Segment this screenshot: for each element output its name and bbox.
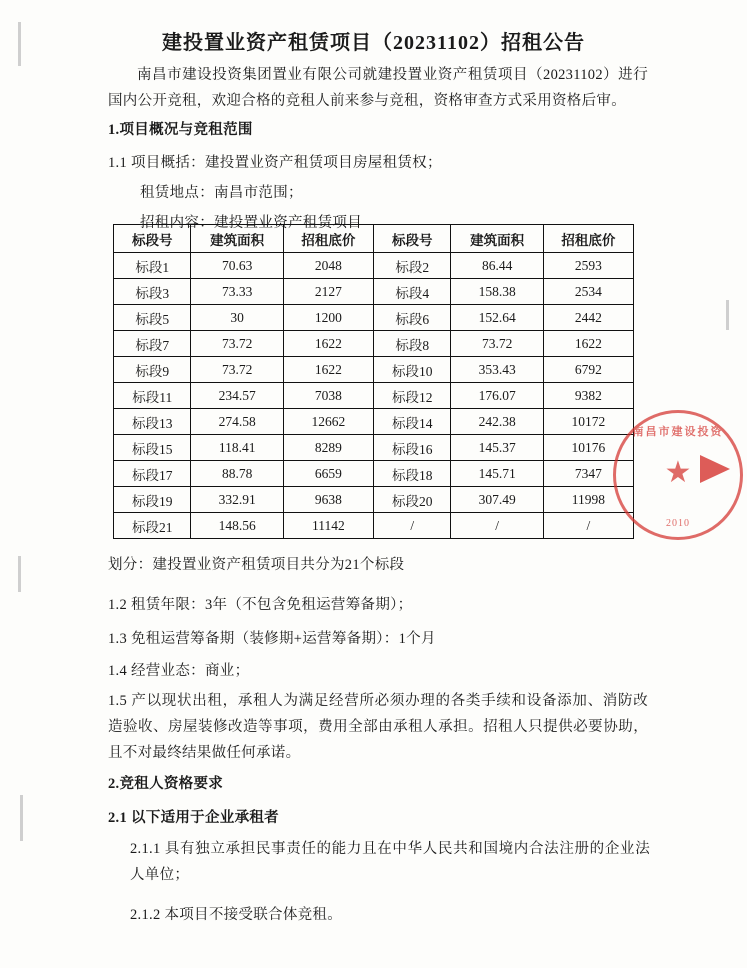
page-title: 建投置业资产租赁项目（20231102）招租公告 [162, 32, 585, 54]
table-cell: 标段3 [114, 279, 191, 305]
item-2-1-1 [130, 836, 650, 888]
table-cell: 2442 [543, 305, 633, 331]
table-cell: / [451, 513, 543, 539]
seal-top-text: 南昌市建设投资 [632, 426, 724, 438]
table-cell: 1200 [283, 305, 373, 331]
intro-text: 南昌市建设投资集团置业有限公司就建投置业资产租赁项目（20231102）进行国内公开竞租，欢迎合格的竞租人前来参与竞租，资格审查方式采用资格后审。 [108, 67, 648, 109]
item-2-1-2-label: 2.1.2 [130, 907, 161, 923]
table-cell: 标段10 [373, 357, 450, 383]
table-cell: 标段5 [114, 305, 191, 331]
table-cell: 11142 [283, 513, 373, 539]
table-cell: 标段13 [114, 409, 191, 435]
table-row [114, 409, 634, 435]
table-cell: 73.72 [191, 357, 283, 383]
item-1-3 [108, 626, 436, 652]
table-cell: 88.78 [191, 461, 283, 487]
table-cell: 标段8 [373, 331, 450, 357]
table-header-cell: 建筑面积 [191, 225, 283, 253]
table-cell: 12662 [283, 409, 373, 435]
item-content-text: 招租内容：建投置业资产租赁项目 [140, 215, 362, 231]
table-cell: 11998 [543, 487, 633, 513]
table-cell: 73.72 [451, 331, 543, 357]
table-cell: 118.41 [191, 435, 283, 461]
item-1-3-text: 免租运营筹备期（装修期+运营筹备期）：1个月 [130, 631, 436, 647]
item-1-5 [108, 688, 648, 766]
table-cell: 标段2 [373, 253, 450, 279]
table-cell: 标段4 [373, 279, 450, 305]
table-header-cell: 建筑面积 [451, 225, 543, 253]
table-cell: 2534 [543, 279, 633, 305]
table-cell: 307.49 [451, 487, 543, 513]
table-cell: 30 [191, 305, 283, 331]
table-cell: 8289 [283, 435, 373, 461]
table-cell: / [543, 513, 633, 539]
table-cell: 9382 [543, 383, 633, 409]
table-cell: 6659 [283, 461, 373, 487]
table-row [114, 253, 634, 279]
scan-edge-mark [20, 795, 23, 841]
table-row [114, 305, 634, 331]
table-cell: 274.58 [191, 409, 283, 435]
table-cell: 标段18 [373, 461, 450, 487]
table-cell: 标段9 [114, 357, 191, 383]
table-cell: 标段17 [114, 461, 191, 487]
table-cell: 176.07 [451, 383, 543, 409]
table-cell: / [373, 513, 450, 539]
item-1-3-label: 1.3 [108, 631, 128, 647]
table-cell: 标段6 [373, 305, 450, 331]
table-cell: 9638 [283, 487, 373, 513]
table-cell: 10176 [543, 435, 633, 461]
table-cell: 标段14 [373, 409, 450, 435]
table-cell: 1622 [283, 357, 373, 383]
table-cell: 152.64 [451, 305, 543, 331]
item-1-4-text: 经营业态：商业； [130, 663, 250, 679]
table-header-cell: 标段号 [373, 225, 450, 253]
item-1-2-text: 租赁年限：3年（不包含免租运营筹备期）； [130, 597, 413, 613]
item-1-1-label: 1.1 [108, 155, 128, 171]
item-2-1-label: 2.1 [108, 810, 128, 826]
item-2-1-2-text: 本项目不接受联合体竞租。 [164, 907, 343, 923]
table-cell: 1622 [543, 331, 633, 357]
table-header-row [114, 225, 634, 253]
table-row [114, 513, 634, 539]
table-cell: 145.71 [451, 461, 543, 487]
section-2-number: 2. [108, 776, 120, 792]
table-row [114, 279, 634, 305]
star-icon: ★ [664, 455, 692, 489]
item-2-1-1-label: 2.1.1 [130, 841, 161, 857]
table-cell: 2048 [283, 253, 373, 279]
table-cell: 73.33 [191, 279, 283, 305]
table-cell: 145.37 [451, 435, 543, 461]
item-1-4-label: 1.4 [108, 663, 128, 679]
table-cell: 148.56 [191, 513, 283, 539]
item-2-1-1-text: 具有独立承担民事责任的能力且在中华人民共和国境内合法注册的企业法人单位； [130, 841, 650, 883]
table-row [114, 383, 634, 409]
item-division [108, 552, 404, 578]
section-1-number: 1. [108, 122, 120, 138]
table-cell: 标段15 [114, 435, 191, 461]
table-cell: 10172 [543, 409, 633, 435]
table-cell: 标段19 [114, 487, 191, 513]
table-cell: 标段20 [373, 487, 450, 513]
table-cell: 2593 [543, 253, 633, 279]
table-cell: 332.91 [191, 487, 283, 513]
table-cell: 6792 [543, 357, 633, 383]
item-1-1-text: 项目概括：建投置业资产租赁项目房屋租赁权； [130, 155, 442, 171]
table-cell: 7347 [543, 461, 633, 487]
item-1-5-text: 产以现状出租，承租人为满足经营所必须办理的各类手续和设备添加、消防改造验收、房屋装修改造等事项，费用全部由承租人承担。招租人只提供必要协助，且不对最终结果做任何承诺。 [108, 693, 648, 761]
table-cell: 73.72 [191, 331, 283, 357]
table-cell: 标段1 [114, 253, 191, 279]
table-cell: 7038 [283, 383, 373, 409]
item-division-text: 划分：建投置业资产租赁项目共分为21个标段 [108, 557, 405, 573]
item-2-1 [108, 806, 279, 827]
table-header-cell: 招租底价 [543, 225, 633, 253]
table-header-cell: 标段号 [114, 225, 191, 253]
item-2-1-2 [130, 902, 342, 928]
table-cell: 标段21 [114, 513, 191, 539]
item-location [140, 180, 303, 206]
table-cell: 标段7 [114, 331, 191, 357]
item-1-2 [108, 592, 412, 618]
item-2-1-text: 以下适用于企业承租者 [130, 810, 279, 826]
section-2-heading: 竞租人资格要求 [119, 776, 224, 792]
section-heading-1 [108, 118, 253, 139]
table-row [114, 331, 634, 357]
section-heading-2 [108, 772, 223, 793]
seal-arrow-icon [700, 455, 730, 483]
table-cell: 353.43 [451, 357, 543, 383]
table-cell: 70.63 [191, 253, 283, 279]
table-cell: 标段16 [373, 435, 450, 461]
table-row [114, 487, 634, 513]
table-cell: 标段12 [373, 383, 450, 409]
item-1-2-label: 1.2 [108, 597, 128, 613]
table-cell: 234.57 [191, 383, 283, 409]
item-1-4 [108, 658, 249, 684]
table-row [114, 357, 634, 383]
table-cell: 242.38 [451, 409, 543, 435]
table-cell: 标段11 [114, 383, 191, 409]
seal-bottom-text: 2010 [666, 518, 690, 529]
table-cell: 1622 [283, 331, 373, 357]
table-cell: 158.38 [451, 279, 543, 305]
intro-paragraph [108, 62, 648, 114]
item-1-1 [108, 150, 442, 176]
item-location-text: 租赁地点：南昌市范围； [140, 185, 303, 201]
scan-edge-mark [18, 556, 21, 592]
table-row [114, 435, 634, 461]
scan-edge-mark [726, 300, 729, 330]
section-1-heading: 项目概况与竞租范围 [119, 122, 253, 138]
lot-table [113, 224, 634, 539]
item-1-5-label: 1.5 [108, 693, 128, 709]
table-cell: 2127 [283, 279, 373, 305]
table-cell: 86.44 [451, 253, 543, 279]
table-header-cell: 招租底价 [283, 225, 373, 253]
table-row [114, 461, 634, 487]
